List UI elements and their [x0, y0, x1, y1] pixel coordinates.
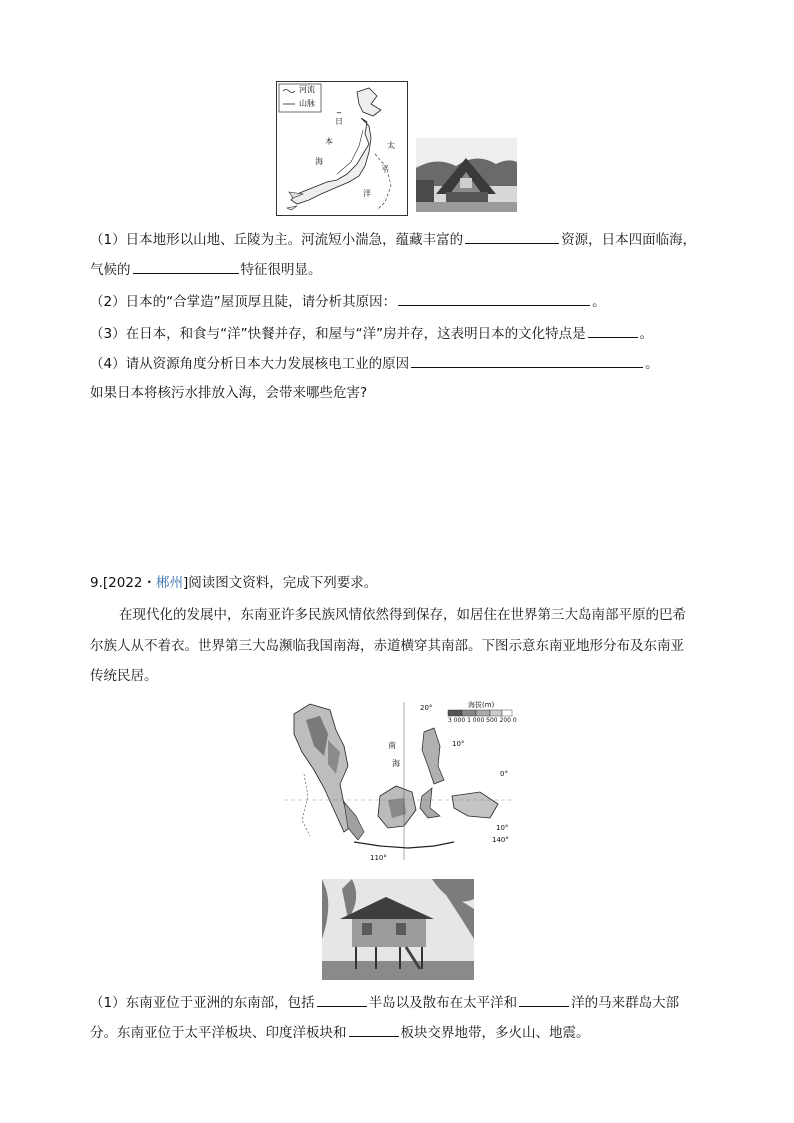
- sea-label-1: 日: [335, 117, 343, 126]
- stilt-house-photo: [322, 879, 474, 980]
- legend-river-label: 河流: [299, 85, 315, 94]
- map-sea-label-2: 海: [392, 759, 400, 768]
- q9-q1-text-e: 板块交界地带，多火山、地震。: [400, 1025, 590, 1041]
- q8-p3-blank[interactable]: [588, 323, 638, 338]
- map-legend-title: 海拔(m): [468, 701, 495, 709]
- q8-p2-blank[interactable]: [398, 291, 590, 306]
- q9-para-1: 在现代化的发展中，东南亚许多民族风情依然得到保存，如居住在世界第三大岛南部平原的巴希: [119, 607, 686, 623]
- q9-source-city: 郴州: [156, 575, 184, 591]
- q8-p1-text-d: 特征很明显。: [240, 262, 322, 278]
- q8-p2-text-b: 。: [592, 294, 606, 310]
- map-lon-110: 110°: [370, 854, 387, 862]
- southeast-asia-map: [284, 700, 516, 866]
- q9-q1-text-a: （1）东南亚位于亚洲的东南部，包括: [90, 995, 315, 1011]
- q9-q1-text-d: 分。东南亚位于太平洋板块、印度洋板块和: [90, 1025, 347, 1041]
- q9-para-2: 尔族人从不着衣。世界第三大岛濒临我国南海，赤道横穿其南部。下图示意东南亚地形分布及东南亚: [90, 638, 684, 654]
- q8-p2-text-a: （2）日本的“合掌造”屋顶厚且陡，请分析其原因：: [90, 294, 397, 310]
- q9-header: [90, 574, 377, 592]
- q9-q1-blank-3[interactable]: [349, 1022, 399, 1037]
- map-lat-0: 0°: [500, 770, 508, 778]
- q8-part1-line1: [90, 229, 696, 249]
- map-lon-140: 140°: [492, 836, 509, 844]
- q9-part1-line2: [90, 1022, 590, 1042]
- q8-p4-blank[interactable]: [411, 353, 643, 368]
- gassho-house-photo: [416, 138, 517, 212]
- q9-q1-text-c: 洋的马来群岛大部: [571, 995, 680, 1011]
- q8-p4-text-b: 。: [645, 356, 659, 372]
- q9-q1-blank-1[interactable]: [317, 992, 367, 1007]
- q9-source-close: ]: [183, 575, 189, 591]
- q9-q1-blank-2[interactable]: [519, 992, 569, 1007]
- q8-p1-text-b: 资源，日本四面临海，: [561, 232, 697, 248]
- q9-para-line3: [90, 667, 158, 685]
- stilt-house-drawing: [322, 879, 474, 980]
- map-lat-10: 10°: [452, 740, 465, 748]
- q8-part2-line: [90, 291, 606, 311]
- gassho-house-drawing: [416, 138, 517, 212]
- q8-p1-blank-1[interactable]: [465, 229, 559, 244]
- legend-mountain-label: 山脉: [299, 99, 315, 108]
- q9-q1-text-b: 半岛以及散布在太平洋和: [368, 995, 518, 1011]
- map-legend-values: 3 000 1 000 500 200 0: [448, 717, 517, 724]
- q8-p4-text-a: （4）请从资源角度分析日本大力发展核电工业的原因: [90, 356, 410, 372]
- q8-part3-line: [90, 323, 653, 343]
- sea-label-3: 海: [315, 157, 323, 166]
- q8-p3-text-a: （3）在日本，和食与“洋”快餐并存，和屋与“洋”房并存，这表明日本的文化特点是: [90, 326, 586, 342]
- map-lat-10s: 10°: [496, 824, 509, 832]
- ocean-label-2: 平: [381, 165, 389, 174]
- q9-number: 9.: [90, 575, 103, 591]
- q8-p3-text-b: 。: [639, 326, 654, 342]
- q9-part1-line1: [90, 992, 679, 1012]
- q9-para-line2: [90, 637, 684, 655]
- q8-part4-line: [90, 353, 659, 373]
- q8-p1-text-a: （1）日本地形以山地、丘陵为主。河流短小湍急，蕴藏丰富的: [90, 232, 464, 248]
- ocean-label-1: 太: [387, 141, 395, 150]
- ocean-label-3: 洋: [363, 189, 371, 198]
- q8-part5-line: [90, 384, 367, 402]
- southeast-asia-map-drawing: [284, 700, 516, 866]
- map-sea-label-1: 南: [388, 741, 396, 750]
- map-lat-20: 20°: [420, 704, 433, 712]
- elevation-legend: [448, 710, 512, 716]
- q8-p5-text: 如果日本将核污水排放入海，会带来哪些危害?: [90, 385, 368, 401]
- japan-map: [276, 81, 408, 216]
- q9-instruction: 阅读图文资料，完成下列要求。: [188, 575, 378, 591]
- sea-label-2: 本: [325, 137, 333, 146]
- q8-part1-line2: [90, 259, 322, 279]
- q9-para-3: 传统民居。: [90, 668, 158, 684]
- q9-para-line1: [119, 606, 686, 624]
- q8-p1-text-c: 气候的: [90, 262, 131, 278]
- q8-p1-blank-2[interactable]: [133, 259, 239, 274]
- q9-source-open: [2022・: [102, 575, 157, 591]
